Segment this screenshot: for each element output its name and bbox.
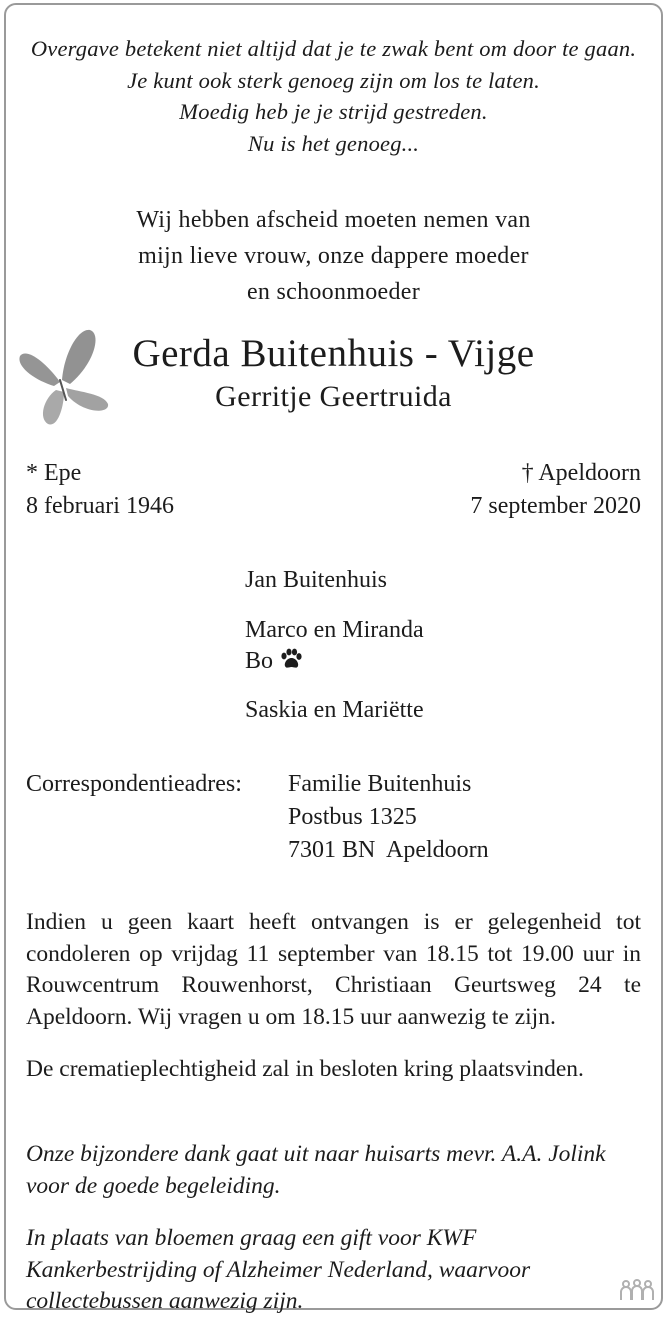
poem-line: Overgave betekent niet altijd dat je te zwak bent om door te gaan. (30, 36, 637, 61)
paw-icon (279, 648, 303, 670)
deceased-given-names: Gerritje Geertruida (215, 380, 452, 413)
intro-line: Wij hebben afscheid moeten nemen van (136, 207, 531, 233)
donation-paragraph: In plaats van bloemen graag een gift voor KWF Kankerbestrijding of Alzheimer Nederland, waarvoor collectebussen aanwezig zijn. (26, 1225, 531, 1314)
obituary-card (4, 3, 663, 1314)
correspondence-label: Correspondentieadres: (26, 771, 242, 797)
family-child-1: Marco en Miranda (245, 617, 424, 643)
intro-text (6, 202, 661, 310)
poem (6, 33, 661, 159)
address-line: 7301 BN Apeldoorn (288, 837, 489, 863)
family-husband: Jan Buitenhuis (245, 567, 387, 593)
pet-name: Bo (245, 648, 274, 674)
birth-date: 8 februari 1946 (26, 493, 174, 519)
address-line: Familie Buitenhuis (288, 771, 472, 797)
condolence-paragraph: Indien u geen kaart heeft ontvangen is er gelegenheid tot condoleren op vrijdag 11 september van 18.15 tot 19.00 uur in Rouwcentrum Rouwenhorst, Christiaan Geurtsweg 24 te Apeldoorn. Wij vragen u om 18.15 uur aanwezig te zijn. (26, 909, 641, 1030)
family-pet (245, 646, 303, 677)
death-date: 7 september 2020 (470, 493, 641, 519)
death-place: † Apeldoorn (521, 460, 641, 486)
correspondence-address (288, 768, 489, 867)
poem-line: Moedig heb je je strijd gestreden. (179, 99, 488, 124)
address-line: Postbus 1325 (288, 804, 417, 830)
deceased-name: Gerda Buitenhuis - Vijge (132, 332, 535, 375)
intro-line: en schoonmoeder (246, 279, 421, 305)
family-child-2: Saskia en Mariëtte (245, 697, 424, 723)
birth-info (26, 457, 174, 523)
people-logo-icon (619, 1278, 655, 1302)
poem-line: Nu is het genoeg... (247, 130, 420, 156)
birth-place: * Epe (26, 460, 82, 486)
cremation-paragraph: De crematieplechtigheid zal in besloten kring plaatsvinden. (26, 1056, 584, 1082)
intro-line: mijn lieve vrouw, onze dappere moeder (138, 243, 529, 269)
poem-line: Je kunt ook sterk genoeg zijn om los te laten. (127, 67, 540, 93)
thanks-paragraph: Onze bijzondere dank gaat uit naar huisarts mevr. A.A. Jolink voor de goede begeleiding. (26, 1141, 606, 1199)
death-info (470, 457, 641, 523)
